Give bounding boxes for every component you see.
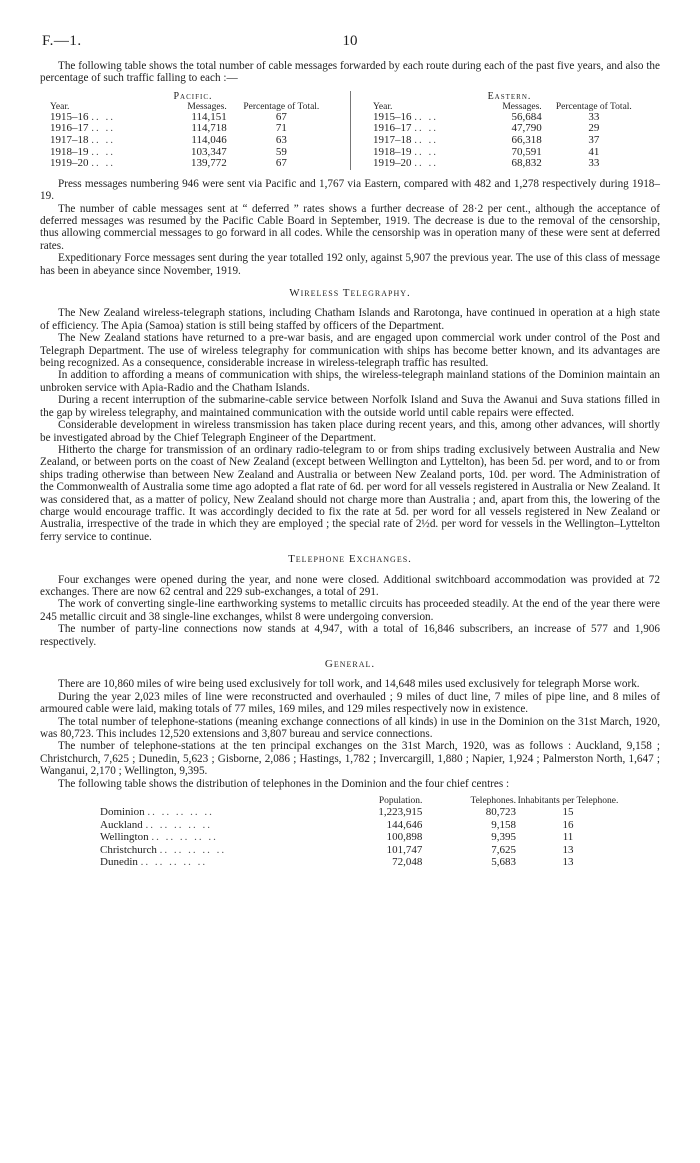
eastern-year-header: Year. [373,101,393,112]
eastern-messages-header: Messages. [502,101,542,112]
section-heading-general: General. [324,658,376,670]
place-cell: Dominion [100,806,145,819]
messages-cell: 66,318 [511,134,542,146]
paragraph: During the year 2,023 miles of line were reconstructed and overhauled ; 9 miles of duct line, 7 miles of pipe line, and 8 miles of armoured cable were laid, making totals of 77 miles, 169 miles, and 129 miles respectively now in existence. [40,690,660,716]
intro-paragraph: The following table shows the total number of cable messages forwarded by each route during each of the past five years, and also the percentage of such traffic falling to each :— [40,60,660,85]
paragraph: Expeditionary Force messages sent during the year totalled 192 only, against 5,907 the previous year. The use of this class of message has been in abeyance since November, 1919. [40,252,660,277]
telephones-cell: 5,683 [491,856,516,869]
pacific-messages-header: Messages. [187,101,227,112]
year-cell: 1917–18 [50,134,89,146]
page-number: 10 [342,33,358,49]
population-cell: 1,223,915 [378,806,423,819]
messages-cell: 70,591 [511,145,542,158]
place-cell: Wellington [100,831,149,844]
population-header: Population. [378,796,423,807]
paragraph: Considerable development in wireless transmission has taken place during recent years, and this, among other advances, will shortly be investigated abroad by the Chief Telegraph Engineer of the Department. [40,419,660,444]
paragraph: The number of telephone-stations at the ten principal exchanges on the 31st March, 1920, was as follows : Auckland, 9,158 ; Christchurch, 7,625 ; Dunedin, 5,623 ; Gisborne, 2,086 ; Hastings, 1,782 ; Invercargill, 1,880 ; Napier, 1,924 ; Palmerston North, 1,647 ; Wanganui, 2,170 ; Wellington, 9,395. [40,740,660,778]
telephones-cell: 80,723 [485,806,516,819]
percentage-cell: 29 [588,122,600,135]
telephone-header-row [100,796,620,806]
messages-cell: 114,046 [191,134,227,146]
telephone-distribution-table [100,796,620,869]
percentage-cell: 37 [588,134,600,146]
pacific-year-header: Year. [50,101,70,112]
population-cell: 72,048 [392,856,423,869]
percentage-cell: 33 [588,110,600,123]
percentage-cell: 67 [275,157,287,170]
eastern-percentage-header: Percentage of Total. [555,101,632,112]
inhabitants-cell: 13 [562,856,574,869]
paragraph: The following table shows the distribution of telephones in the Dominion and the four chief centres : [58,777,510,790]
pacific-percentage-header: Percentage of Total. [243,101,320,112]
table-row: Dunedin .. .. .. .. .. 72,048 5,683 13 [100,856,620,869]
document-code: F.—1. [42,33,82,49]
pacific-table [50,102,336,170]
pacific-table-block [40,91,350,170]
inhabitants-cell: 15 [562,806,574,819]
table-row: 1919–20 .. .. 139,772 67 [50,158,336,170]
table-row: 1915–16 .. .. 114,151 67 [50,112,336,124]
inhabitants-cell: 13 [562,843,574,856]
percentage-cell: 67 [275,110,287,123]
messages-cell: 139,772 [190,157,227,170]
messages-cell: 68,832 [511,157,542,170]
eastern-table [373,102,646,170]
percentage-cell: 71 [275,122,287,135]
paragraph: Four exchanges were opened during the year, and none were closed. Additional switchboard accommodation was provided at 72 exchanges. There are now 62 central and 229 sub-exchanges, a total of 291. [40,573,660,598]
year-cell: 1916–17 [50,122,89,135]
table-row: 1918–19 .. .. 70,591 41 [373,147,646,159]
table-row: 1917–18 .. .. 66,318 37 [373,135,646,147]
table-row: 1919–20 .. .. 68,832 33 [373,158,646,170]
messages-cell: 103,347 [190,145,227,158]
messages-cell: 114,718 [191,122,227,135]
table-row: 1916–17 .. .. 114,718 71 [50,123,336,135]
messages-cell: 56,684 [511,110,542,123]
inhabitants-cell: 11 [562,831,574,844]
place-cell: Dunedin [100,856,138,869]
cable-traffic-tables [40,91,660,170]
paragraph: There are 10,860 miles of wire being used exclusively for toll work, and 14,648 miles used exclusively for telegraph Morse work. [58,678,640,691]
eastern-caption: Eastern. [487,90,532,102]
telephones-cell: 9,395 [491,831,516,844]
section-heading-wireless: Wireless Telegraphy. [289,287,411,300]
telephones-cell: 7,625 [491,843,516,856]
eastern-table-block [350,91,660,170]
percentage-cell: 63 [275,134,287,146]
inhabitants-header: Inhabitants per Telephone. [517,796,619,807]
paragraph: The number of party-line connections now stands at 4,947, with a total of 16,846 subscribers, an increase of 577 and 1,906 respectively. [40,623,660,648]
place-cell: Auckland [100,818,143,831]
year-cell: 1917–18 [373,134,412,146]
pacific-caption: Pacific. [173,90,213,102]
messages-cell: 114,151 [191,110,227,123]
table-row: 1915–16 .. .. 56,684 33 [373,112,646,124]
paragraph: Hitherto the charge for transmission of an ordinary radio-telegram to or from ships trading exclusively between Australia and New Zealand, or between ports on the coast of New Zealand (except between Wellington and Lyttelton), has been 5d. per word, and to or from ships trading otherwise than between New Zealand and Australia or between New Zealand ports, 10d. per word. The Administration of the Commonwealth of Australia some time ago adopted a flat rate of 6d. per word for all vessels registered in Australia or New Zealand. It was considered that, as a matter of policy, New Zealand should not charge more than Australia ; and, apart from this, the lowering of the charge would encourage traffic. It was accordingly decided to fix the rate at 5d. per word for all vessels registered in New Zealand or Australia, irrespective of the trade in which they are employed ; the special rate of 2½d. per word for vessels in the Wellington–Lyttelton ferry service to continue. [40,443,660,543]
population-cell: 101,747 [386,843,423,856]
percentage-cell: 59 [275,145,287,158]
inhabitants-cell: 16 [562,818,574,831]
paragraph: During a recent interruption of the submarine-cable service between Norfolk Island and Suva the Awanui and Suva stations filled in the gap by wireless telegraphy, and maintained communication with the outside world until cable repairs were effected. [40,394,660,419]
year-cell: 1916–17 [373,122,412,135]
population-cell: 100,898 [386,831,423,844]
section-heading-telephone-exchanges: Telephone Exchanges. [288,553,412,566]
paragraph: The New Zealand wireless-telegraph stations, including Chatham Islands and Rarotonga, have continued in operation at a high state of efficiency. The Apia (Samoa) station is still being staffed by officers of the Department. [40,307,660,332]
year-cell: 1918–19 [50,145,89,158]
year-cell: 1919–20 [373,157,412,170]
paragraph: The total number of telephone-stations (meaning exchange connections of all kinds) in use in the Dominion on the 31st March, 1920, was 80,723. This includes 12,520 extensions and 3,807 bureau and service connections. [40,715,660,741]
table-row: 1917–18 .. .. 114,046 63 [50,135,336,147]
table-row: Auckland .. .. .. .. .. 144,646 9,158 16 [100,819,620,832]
telephones-cell: 9,158 [491,818,516,831]
table-row: Christchurch .. .. .. .. .. 101,747 7,625 13 [100,844,620,857]
table-row: Wellington .. .. .. .. .. 100,898 9,395 11 [100,831,620,844]
year-cell: 1919–20 [50,157,89,170]
year-cell: 1915–16 [50,110,89,123]
percentage-cell: 33 [588,157,600,170]
place-cell: Christchurch [100,843,157,856]
percentage-cell: 41 [588,145,600,158]
paragraph: In addition to affording a means of communication with ships, the wireless-telegraph mainland stations of the Dominion maintain an unbroken service with Apia-Radio and the Chatham Islands. [40,369,660,394]
paragraph: The number of cable messages sent at “ deferred ” rates shows a further decrease of 28·2 per cent., although the acceptance of deferred messages was resumed by the Pacific Cable Board in September, 1919. The decrease is due to the removal of the censorship, thus allowing commercial messages to go forward in all codes. While the censorship was in operation many of these were sent at deferred rates. [40,202,660,252]
population-cell: 144,646 [386,818,423,831]
paragraph: The work of converting single-line earthworking systems to metallic circuits has proceeded steadily. At the end of the year there were 245 metallic circuit and 38 single-line exchanges, whilst 8 were undergoing conversion. [40,598,660,623]
table-row: 1916–17 .. .. 47,790 29 [373,123,646,135]
paragraph: Press messages numbering 946 were sent via Pacific and 1,767 via Eastern, compared with 482 and 1,278 respectively during 1918–19. [40,177,660,203]
telephones-header: Telephones. [470,796,516,807]
year-cell: 1915–16 [373,110,412,123]
table-row: Dominion .. .. .. .. .. 1,223,915 80,723 15 [100,806,620,819]
document-body [40,60,660,869]
table-row: 1918–19 .. .. 103,347 59 [50,147,336,159]
messages-cell: 47,790 [511,122,542,135]
year-cell: 1918–19 [373,145,412,158]
paragraph: The New Zealand stations have returned to a pre-war basis, and are engaged upon commercial work under control of the Post and Telegraph Department. The use of wireless telegraphy for communication with ships has become better known, and its advantages are being recognized. As a consequence, considerable increase in wireless-telegraph traffic has resulted. [40,332,660,370]
